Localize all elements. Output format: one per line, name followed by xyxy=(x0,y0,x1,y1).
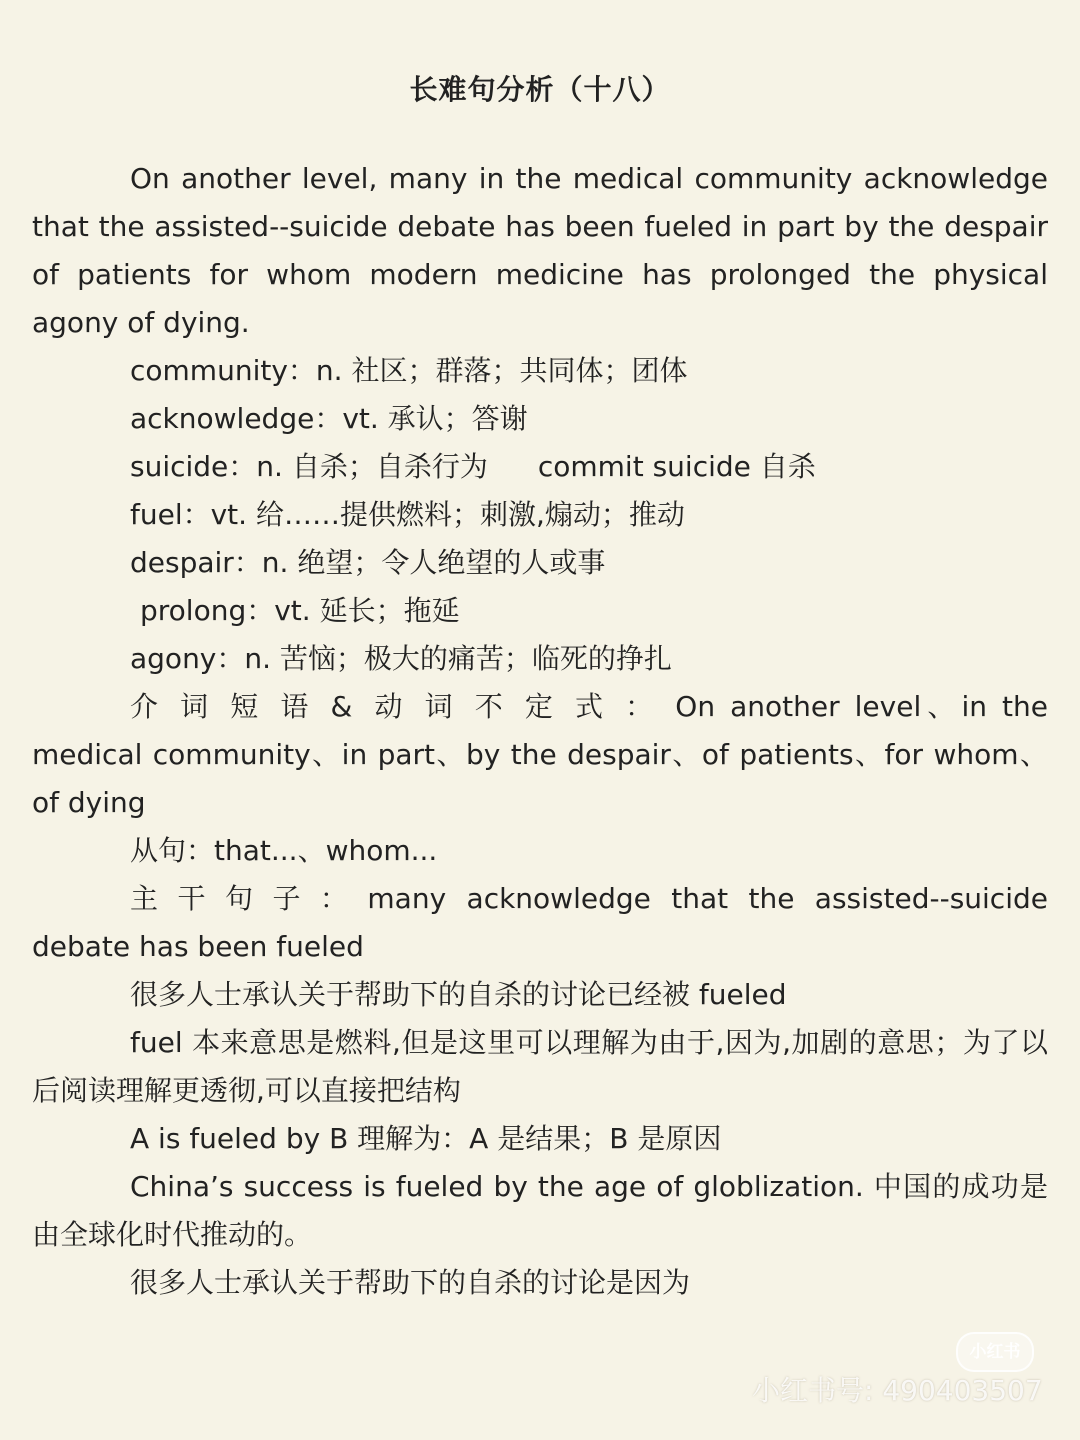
clauses-line xyxy=(32,827,1048,875)
note-fuel: fuel 本来意思是燃料,但是这里可以理解为由于,因为,加剧的意思；为了以后阅读理解更透彻,可以直接把结构 xyxy=(32,1026,1048,1107)
example-sentence: China’s success is fueled by the age of globlization. 中国的成功是由全球化时代推动的。 xyxy=(32,1170,1048,1251)
main-clause-line xyxy=(32,875,1048,971)
vocab-item-prolong xyxy=(32,587,1048,635)
vocab-term: suicide：n. 自杀；自杀行为 xyxy=(130,450,488,483)
vocab-item-agony xyxy=(32,635,1048,683)
vocab-term: prolong：vt. 延长；拖延 xyxy=(140,594,460,627)
translation-partial: 很多人士承认关于帮助下的自杀的讨论已经被 fueled xyxy=(130,978,787,1011)
vocab-item-fuel xyxy=(32,491,1048,539)
phrases-line xyxy=(32,683,1048,827)
vocab-term: agony：n. 苦恼；极大的痛苦；临死的挣扎 xyxy=(130,642,672,675)
clauses-label: 从句： xyxy=(130,834,215,867)
clauses-text: that...、whom... xyxy=(214,834,438,867)
vocab-term: fuel：vt. 给……提供燃料；刺激,煽动；推动 xyxy=(130,498,685,531)
translation-final: 很多人士承认关于帮助下的自杀的讨论是因为 xyxy=(130,1266,691,1299)
watermark-logo: 小红书 xyxy=(956,1332,1034,1372)
main-clause-label: 主干句子： xyxy=(130,882,368,915)
vocab-term: community：n. 社区；群落；共同体；团体 xyxy=(130,354,688,387)
vocab-term: acknowledge：vt. 承认；答谢 xyxy=(130,402,528,435)
note-structure: A is fueled by B 理解为：A 是结果；B 是原因 xyxy=(130,1122,722,1155)
document-body xyxy=(32,155,1048,1307)
vocab-item-community xyxy=(32,347,1048,395)
watermark-id: 小红书号: 490403507 xyxy=(752,1374,1043,1407)
page-title: 长难句分析（十八） xyxy=(409,73,671,106)
source-sentence: On another level, many in the medical community acknowledge that the assisted--suicide debate has been fueled in part by the despair of patients for whom modern medicine has prolonged the physical agony of dying. xyxy=(32,162,1048,339)
watermark xyxy=(752,1332,1052,1422)
vocab-item-despair xyxy=(32,539,1048,587)
main-clause-text: many acknowledge that the assisted--suicide debate has been fueled xyxy=(32,882,1048,963)
vocab-item-acknowledge xyxy=(32,395,1048,443)
vocab-term: despair：n. 绝望；令人绝望的人或事 xyxy=(130,546,606,579)
vocab-item-suicide xyxy=(32,443,1048,491)
phrases-text: On another level、in the medical community、in part、by the despair、of patients、for whom、of dying xyxy=(32,690,1048,819)
vocab-extra: commit suicide 自杀 xyxy=(537,450,816,483)
phrases-label: 介词短语&动词不定式： xyxy=(130,690,676,723)
